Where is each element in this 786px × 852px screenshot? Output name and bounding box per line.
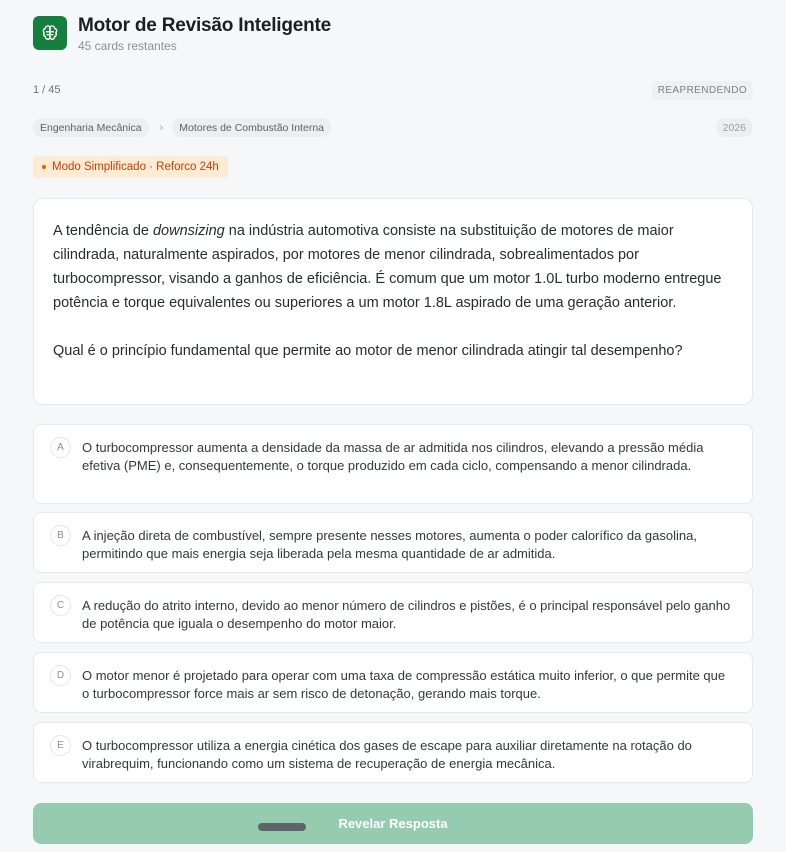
breadcrumb-subject[interactable]: Engenharia Mecânica (33, 118, 149, 137)
option-text: O turbocompressor aumenta a densidade da massa de ar admitida nos cilindros, elevando a pressão média efetiva (PME) e, consequentemente, o torque produzido em cada ciclo, compensando a menor cilindrada. (82, 440, 704, 473)
option-letter: A (50, 437, 71, 458)
question-prompt: Qual é o princípio fundamental que permite ao motor de menor cilindrada atingir tal desempenho? (53, 343, 683, 359)
drag-handle[interactable] (258, 823, 306, 831)
option-letter: E (50, 735, 71, 756)
breadcrumb-topic[interactable]: Motores de Combustão Interna (172, 118, 331, 137)
card-progress: 1 / 45 (33, 84, 61, 96)
option-text: A injeção direta de combustível, sempre presente nesses motores, aumenta o poder calorífico da gasolina, permitindo que mais energia seja liberada pela mesma quantidade de ar admitida. (82, 528, 697, 561)
option-text: O motor menor é projetado para operar com uma taxa de compressão estática muito inferior, o que permite que o turbocompressor force mais ar sem risco de detonação, gerando mais torque. (82, 668, 726, 701)
dot-icon (42, 165, 46, 169)
option-letter: D (50, 665, 71, 686)
option-b[interactable] (33, 512, 753, 573)
mode-badge (33, 156, 228, 178)
option-d[interactable] (33, 652, 753, 713)
mode-label: Modo Simplificado · Reforco 24h (52, 161, 219, 173)
reveal-answer-button[interactable]: Revelar Resposta (33, 803, 753, 844)
emphasis-term: downsizing (152, 223, 225, 239)
breadcrumb (33, 118, 331, 137)
status-badge: REAPRENDENDO (652, 81, 753, 100)
app-header (33, 16, 331, 53)
question-card (33, 198, 753, 405)
chevron-right-icon: › (159, 121, 164, 134)
option-text: O turbocompressor utiliza a energia cinética dos gases de escape para auxiliar diretamente na rotação do virabrequim, funcionando como um sistema de recuperação de energia mecânica. (82, 738, 692, 771)
option-letter: B (50, 525, 71, 546)
option-a[interactable] (33, 424, 753, 504)
app-title: Motor de Revisão Inteligente (78, 15, 332, 36)
brain-icon (33, 16, 67, 50)
option-letter: C (50, 595, 71, 616)
option-e[interactable] (33, 722, 753, 783)
year-badge: 2026 (716, 118, 753, 137)
question-text: A tendência de downsizing na indústria automotiva consiste na substituição de motores de maior cilindrada, naturalmente aspirados, por motores de menor cilindrada, sobrealimentados por turbocompressor, visando a ganhos de eficiência. É comum que um motor 1.0L turbo moderno entregue potência e torque equivalentes ou superiores a um motor 1.8L aspirado de uma geração anterior. (53, 223, 722, 311)
option-c[interactable] (33, 582, 753, 643)
cards-remaining: 45 cards restantes (78, 39, 177, 53)
option-text: A redução do atrito interno, devido ao menor número de cilindros e pistões, é o principal responsável pelo ganho de potência que iguala o desempenho do motor maior. (82, 598, 731, 631)
